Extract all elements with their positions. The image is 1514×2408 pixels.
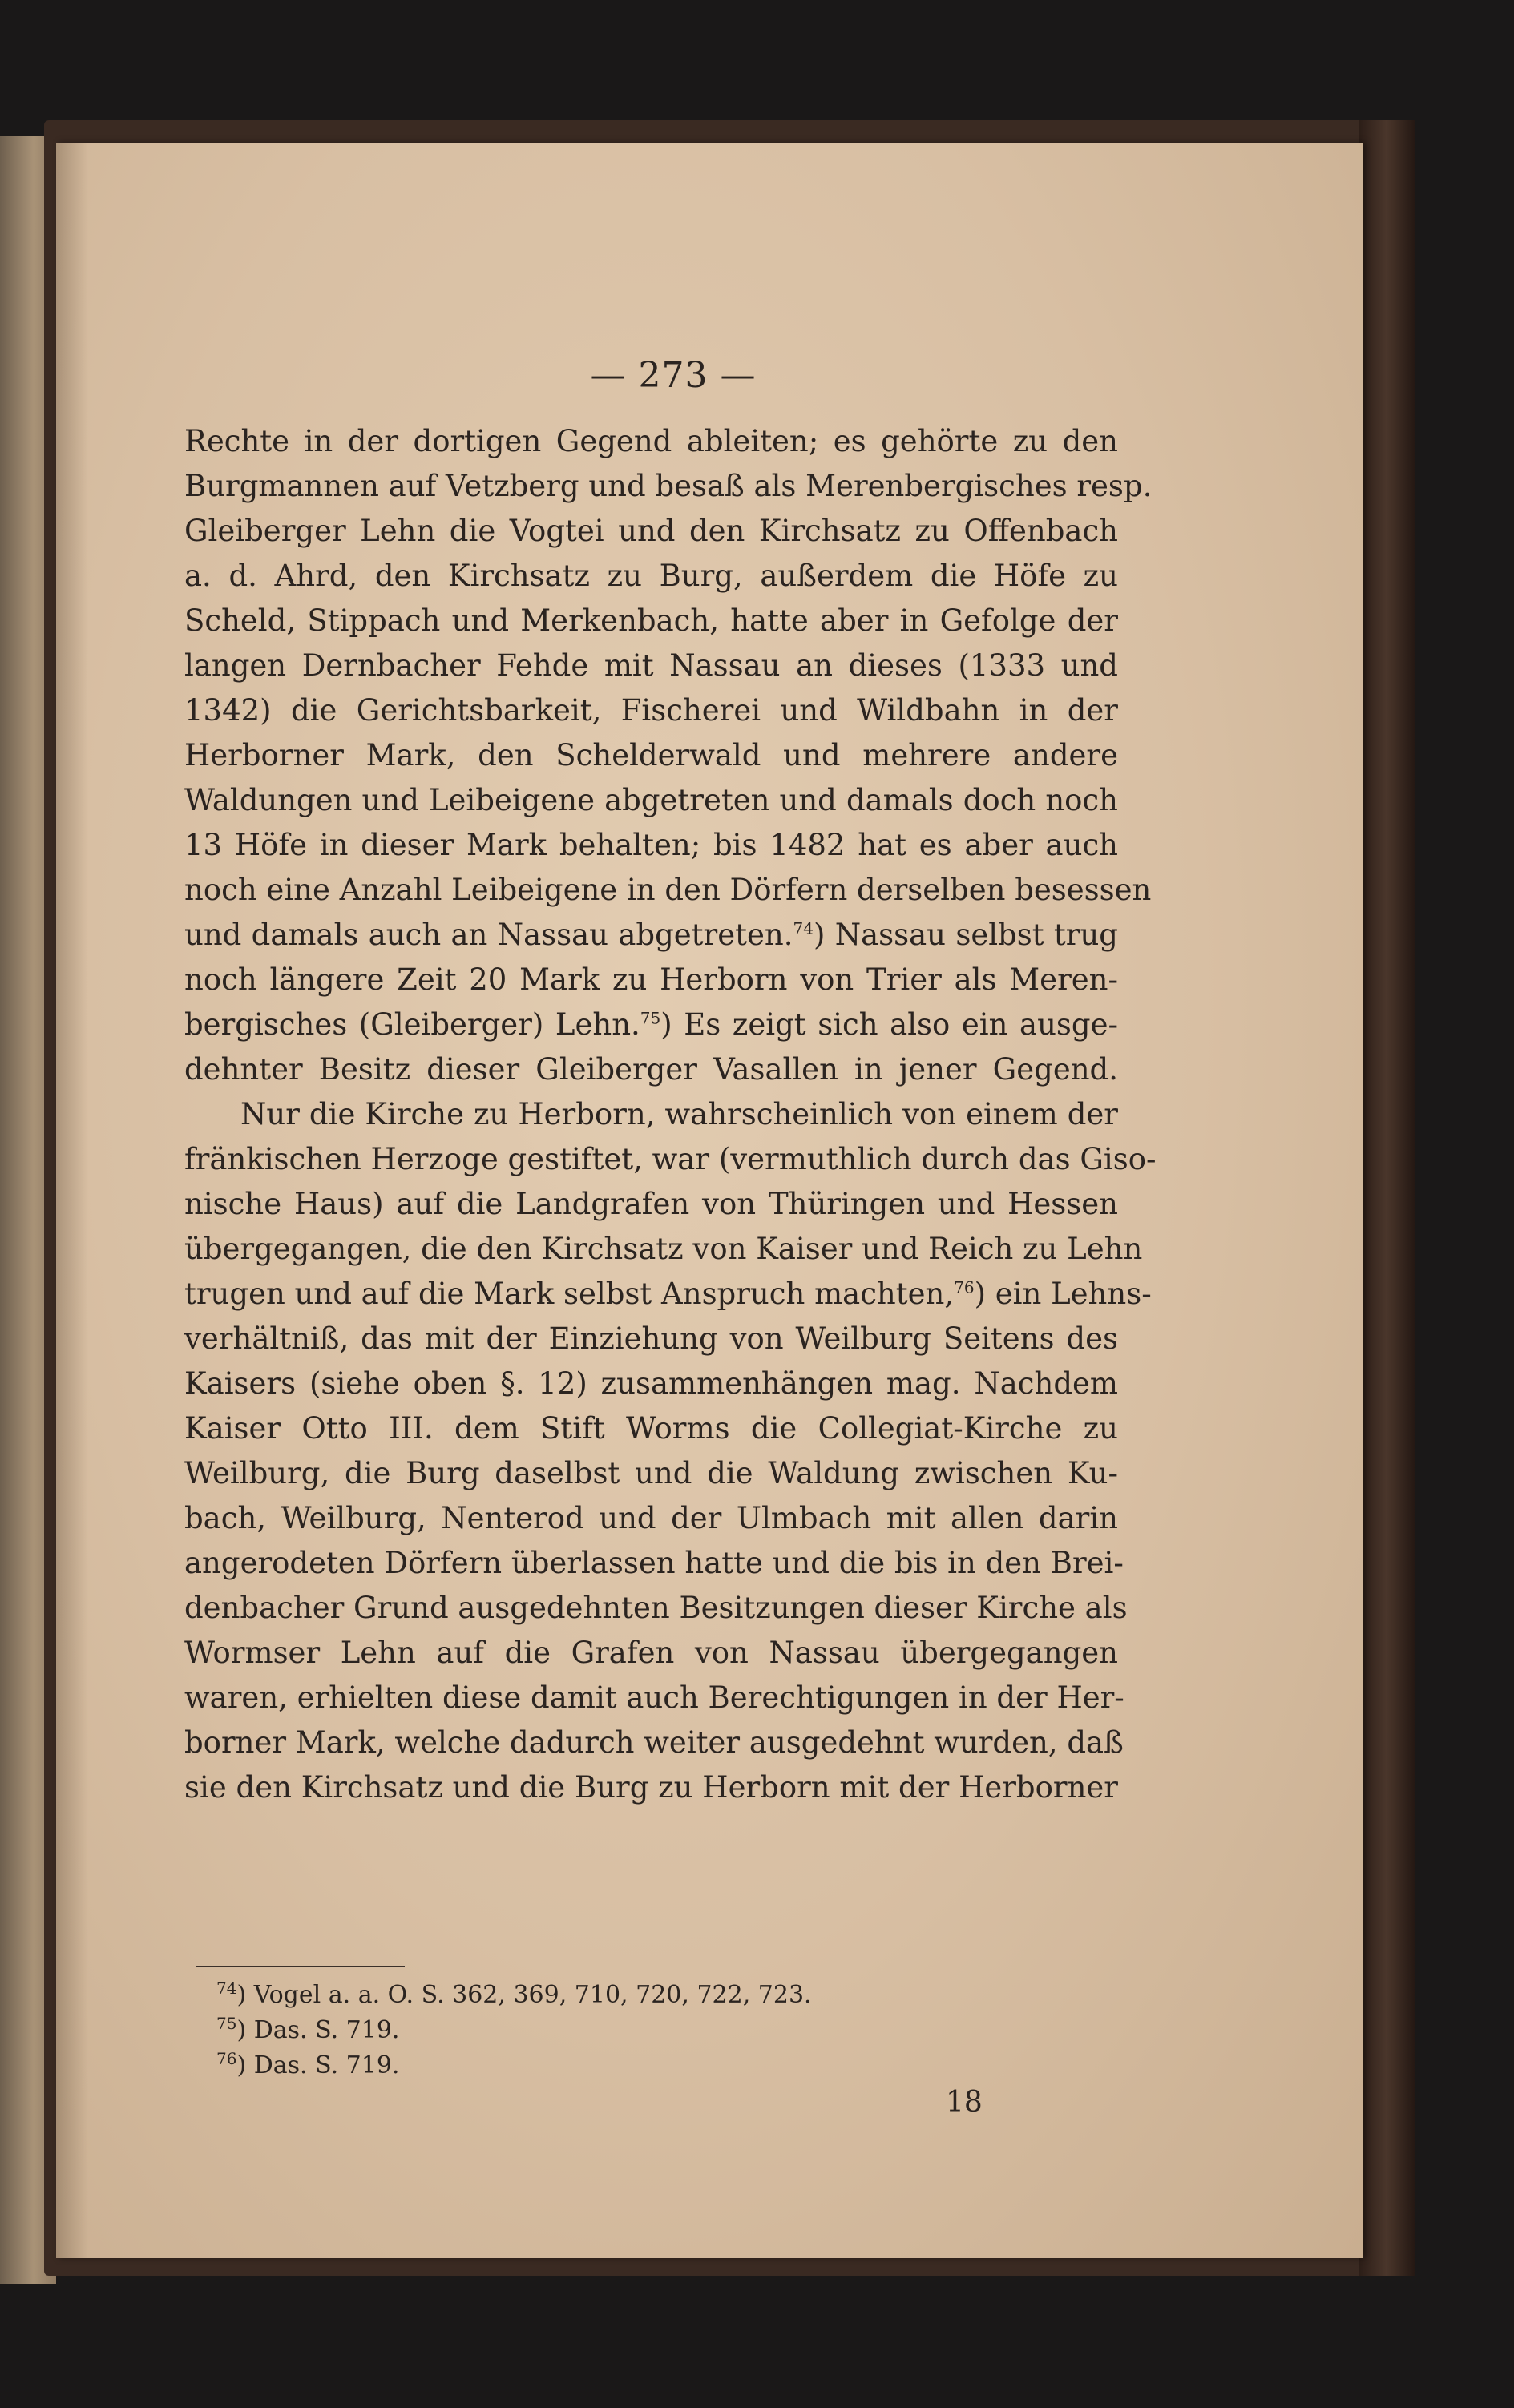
text-line [184,1002,1118,1047]
text-line [184,913,1118,958]
gutter-shadow [56,143,88,2258]
text-line: waren, erhielten diese damit auch Berechtigungen in der Her- [184,1680,1124,1715]
text-line: Nur die Kirche zu Herborn, wahrscheinlich von einem der [240,1097,1118,1131]
text-line: 1342) die Gerichtsbarkeit, Fischerei und Wildbahn in der [184,693,1118,728]
text-line: sie den Kirchsatz und die Burg zu Herborn mit der Herborner [184,1770,1118,1805]
footnote-text: ) Das. S. 719. [236,2016,400,2044]
text-line: denbacher Grund ausgedehnten Besitzungen dieser Kirche als [184,1591,1128,1625]
footnote [216,2013,938,2048]
text-line: noch eine Anzahl Leibeigene in den Dörfern derselben besessen [184,873,1152,907]
text-line: Burgmannen auf Vetzberg und besaß als Merenbergisches resp. [184,469,1153,503]
footnote-text: ) Das. S. 719. [236,2051,400,2079]
footnote-ref: 74 [793,918,814,938]
text-line: Kaisers (siehe oben §. 12) zusammenhängen mag. Nachdem [184,1366,1118,1401]
line-text: ) ein Lehns- [974,1277,1152,1311]
text-line: Gleiberger Lehn die Vogtei und den Kirchsatz zu Offenbach [184,514,1118,548]
text-line: Waldungen und Leibeigene abgetreten und damals doch noch [184,783,1118,817]
footnote-mark: 74 [216,1978,237,1998]
cover-edge [1359,120,1415,2276]
text-line: noch längere Zeit 20 Mark zu Herborn von Trier als Meren- [184,962,1118,997]
text-line: fränkischen Herzoge gestiftet, war (vermuthlich durch das Giso- [184,1142,1157,1176]
text-line: langen Dernbacher Fehde mit Nassau an dieses (1333 und [184,648,1118,683]
text-line: verhältniß, das mit der Einziehung von Weilburg Seitens des [184,1321,1118,1356]
footnote-ref: 76 [954,1277,975,1297]
footnotes [216,1978,938,2083]
text-line: Rechte in der dortigen Gegend ableiten; es gehörte zu den [184,424,1118,458]
line-text: bergisches (Gleiberger) Lehn. [184,1007,640,1042]
footnote-divider [196,1966,405,1967]
text-line [184,1272,1152,1317]
text-line: dehnter Besitz dieser Gleiberger Vasallen in jener Gegend. [184,1052,1118,1087]
footnote [216,1978,938,2013]
text-line: angerodeten Dörfern überlassen hatte und die bis in den Brei- [184,1546,1124,1580]
footnote-ref: 75 [640,1008,661,1028]
page-number-header: — 273 — [590,355,757,396]
line-text: ) Es zeigt sich also ein ausge- [660,1007,1118,1042]
book-page [56,143,1363,2258]
text-line: Scheld, Stippach und Merkenbach, hatte aber in Gefolge der [184,603,1118,638]
footnote-mark: 76 [216,2049,237,2068]
text-line: bach, Weilburg, Nenterod und der Ulmbach mit allen darin [184,1501,1118,1535]
text-line: borner Mark, welche dadurch weiter ausgedehnt wurden, daß [184,1725,1124,1760]
footnote [216,2048,938,2083]
body-text [184,419,1157,1810]
signature-mark: 18 [946,2086,983,2119]
text-line: Weilburg, die Burg daselbst und die Waldung zwischen Ku- [184,1456,1118,1490]
line-text: trugen und auf die Mark selbst Anspruch machten, [184,1277,955,1311]
line-text: und damals auch an Nassau abgetreten. [184,918,793,952]
text-line: Herborner Mark, den Schelderwald und mehrere andere [184,738,1118,772]
footnote-mark: 75 [216,2014,237,2033]
text-line: Kaiser Otto III. dem Stift Worms die Collegiat-Kirche zu [184,1411,1118,1446]
text-line: Wormser Lehn auf die Grafen von Nassau übergegangen [184,1636,1118,1670]
text-line: 13 Höfe in dieser Mark behalten; bis 1482 hat es aber auch [184,828,1118,862]
text-line: nische Haus) auf die Landgrafen von Thüringen und Hessen [184,1187,1118,1221]
line-text: ) Nassau selbst trug [813,918,1118,952]
text-line: a. d. Ahrd, den Kirchsatz zu Burg, außerdem die Höfe zu [184,559,1118,593]
text-line: übergegangen, die den Kirchsatz von Kaiser und Reich zu Lehn [184,1232,1143,1266]
footnote-text: ) Vogel a. a. O. S. 362, 369, 710, 720, 722, 723. [236,1981,812,2009]
